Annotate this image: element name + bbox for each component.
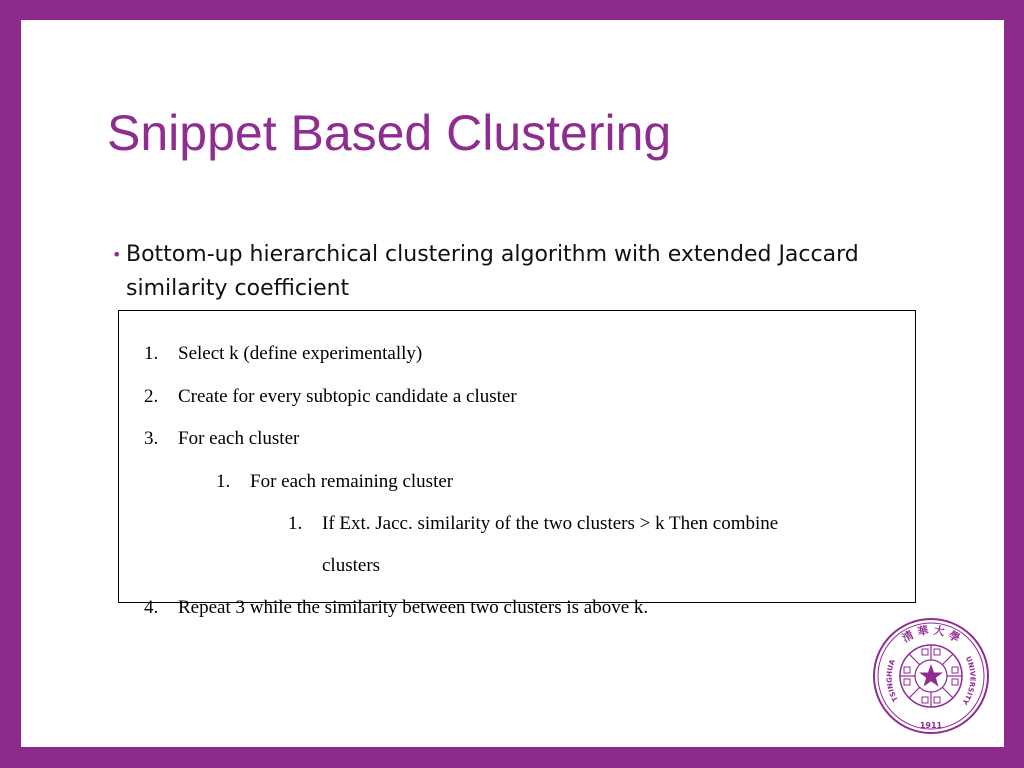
step-text: Repeat 3 while the similarity between two clusters is above k. <box>178 597 649 618</box>
step-number: 2. <box>144 386 159 407</box>
step-text: For each cluster <box>178 428 300 449</box>
step-number: 1. <box>144 343 159 364</box>
slide-canvas <box>21 20 1004 747</box>
university-seal-logo <box>872 617 990 735</box>
star-icon <box>919 664 943 687</box>
slide-title: Snippet Based Clustering <box>107 105 672 161</box>
seal-right-text: UNIVERSITY <box>960 655 977 706</box>
step-number: 3. <box>144 428 159 449</box>
step-text: Create for every subtopic candidate a cluster <box>178 386 517 407</box>
bullet-dot-icon: • <box>112 245 122 264</box>
seal-top-text: 清 華 大 學 <box>899 623 963 646</box>
step-text: clusters <box>322 555 381 576</box>
seal-left-text: TSINGHUA <box>885 658 900 703</box>
seal-bottom-text: 1911 <box>919 721 943 730</box>
bullet-point <box>112 238 935 306</box>
svg-text:清 華 大 學 <box>899 623 962 645</box>
step-number: 1. <box>216 471 231 492</box>
step-number: 4. <box>144 597 159 618</box>
algorithm-box <box>118 310 916 618</box>
step-number: 1. <box>288 513 303 534</box>
svg-text:TSINGHUA <box>885 658 899 703</box>
step-text: Select k (define experimentally) <box>178 343 423 364</box>
step-text: If Ext. Jacc. similarity of the two clusters > k Then combine <box>322 513 779 534</box>
bullet-text: Bottom-up hierarchical clustering algorithm with extended Jaccard similarity coefficient <box>126 242 859 301</box>
step-text: For each remaining cluster <box>250 471 454 492</box>
